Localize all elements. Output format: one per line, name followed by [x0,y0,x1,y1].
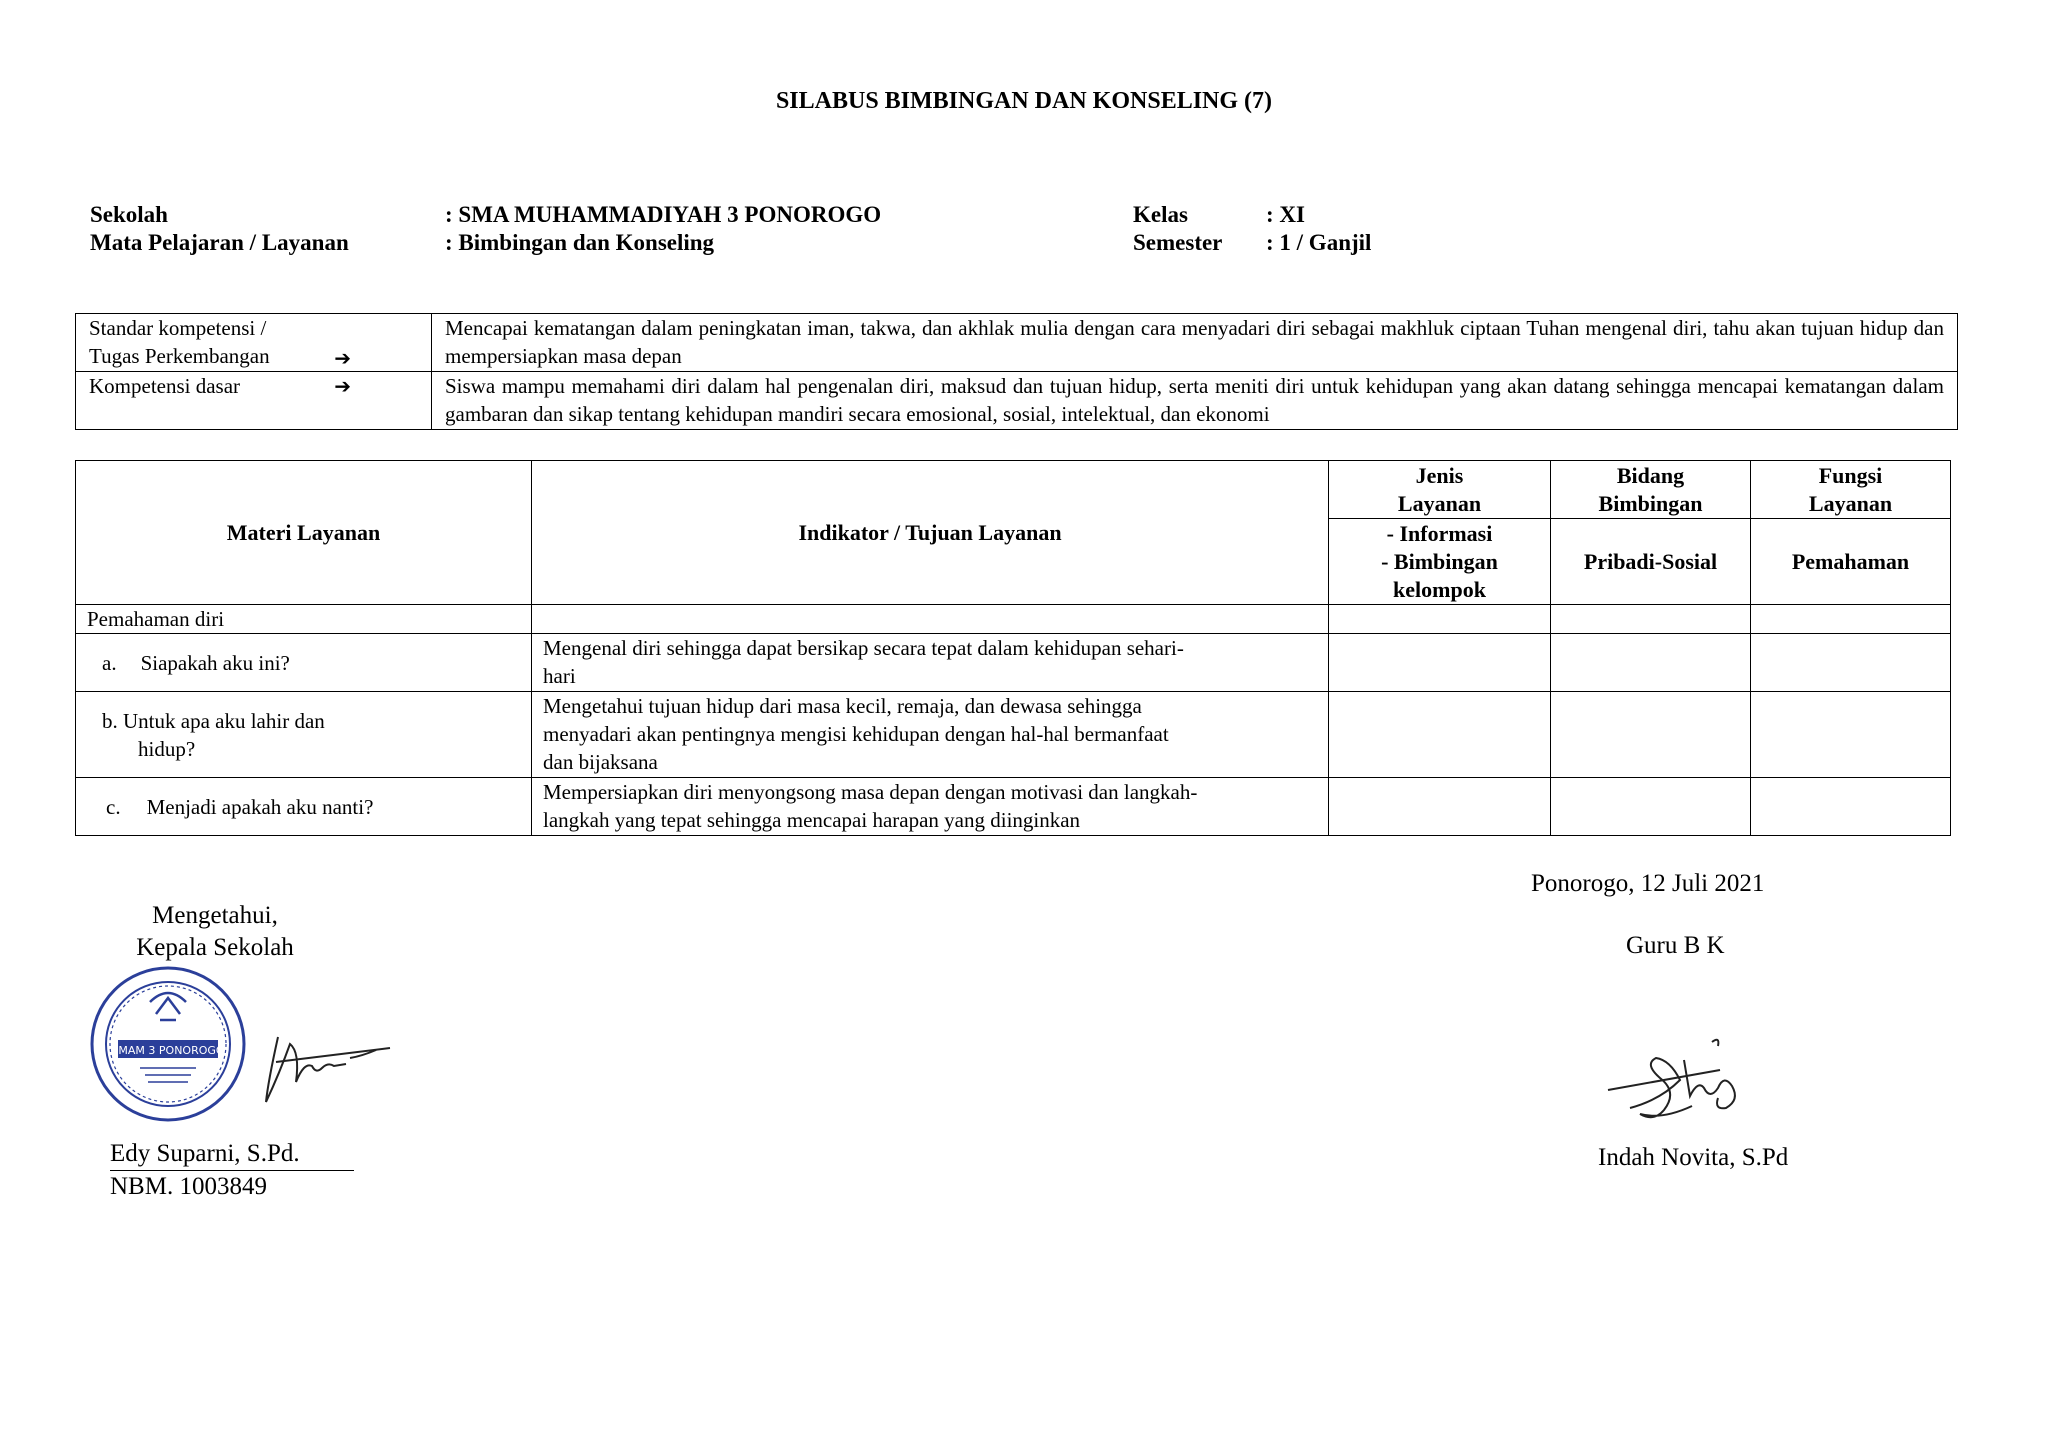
materi-cell [76,634,532,692]
sk-label-line-2: Tugas Perkembangan [89,344,270,368]
left-signer-nbm: NBM. 1003849 [110,1173,267,1200]
table-row [76,634,1951,692]
indikator-cell [532,692,1329,778]
kd-text: Siswa mampu memahami diri dalam hal pengenalan diri, maksud dan tujuan hidup, serta meniti diri untuk kehidupan yang akan datang sehingga mencapai kematangan dalam gambaran dan sikap tentang kehidupan mandiri secara emosional, sosial, intelektual, dan ekonomi [432,372,1958,430]
semester-value: : 1 / Ganjil [1266,230,1372,255]
col-materi-header: Materi Layanan [76,461,532,605]
table-header-row [76,461,1951,519]
col-fungsi-line-2: Layanan [1808,490,1893,516]
arrow-right-icon: ➔ [334,374,351,398]
row-marker: a. [102,650,117,675]
indikator-line: Mengenal diri sehingga dapat bersikap secara tepat dalam kehidupan sehari- [543,636,1184,660]
left-signature-heading [60,900,370,964]
col-jenis-line-2: Layanan [1397,490,1482,516]
indikator-cell [532,634,1329,692]
document-title: SILABUS BIMBINGAN DAN KONSELING (7) [775,88,1273,114]
arrow-right-icon: ➔ [334,346,351,370]
table-row-section [76,605,1951,634]
col-bidang-line-2: Bimbingan [1598,490,1703,516]
col-fungsi-line-1: Fungsi [1818,462,1883,488]
materi-text: Untuk apa aku lahir dan [123,708,325,733]
indikator-line: Mempersiapkan diri menyongsong masa depan dengan motivasi dan langkah- [543,780,1198,804]
stamp-text: SMAM 3 PONOROGO [111,1044,225,1057]
left-signer-name: Edy Suparni, S.Pd. [110,1138,354,1171]
sk-label-line-1: Standar kompetensi / [89,316,267,340]
kelas-value: : XI [1266,202,1305,227]
jenis-line-3: kelompok [1393,576,1486,602]
school-stamp-icon [90,962,400,1132]
jenis-line-2: - Bimbingan [1381,548,1498,574]
col-fungsi-header [1751,461,1951,519]
teacher-signature-icon [1600,1030,1770,1140]
indikator-line: menyadari akan pentingnya mengisi kehidupan dengan hal-hal bermanfaat [543,722,1169,746]
materi-cell [76,692,532,778]
competency-row-kd [76,372,1958,430]
semester-label: Semester [1133,230,1223,255]
kd-label: Kompetensi dasar [89,374,241,398]
indikator-cell [532,778,1329,836]
indikator-line: Mengetahui tujuan hidup dari masa kecil, remaja, dan dewasa sehingga [543,694,1142,718]
kepala-sekolah-label: Kepala Sekolah [136,934,294,961]
section-label: Pemahaman diri [76,605,532,634]
row-marker: b. [102,708,118,733]
mengetahui-label: Mengetahui, [152,902,278,929]
col-jenis-line-1: Jenis [1415,462,1464,488]
bidang-value: Pribadi-Sosial [1551,519,1751,605]
sk-text: Mencapai kematangan dalam peningkatan iman, takwa, dan akhlak mulia dengan cara menyadari diri sebagai makhluk ciptaan Tuhan mengenal diri, tahu akan tujuan hidup dan mempersiapkan masa depan [432,314,1958,372]
indikator-line: hari [543,664,576,688]
mapel-label: Mata Pelajaran / Layanan [90,230,349,255]
left-signer-block [110,1138,354,1203]
table-row [76,778,1951,836]
jenis-line-1: - Informasi [1386,520,1493,546]
right-signer-name: Indah Novita, S.Pd [1598,1144,1789,1171]
fungsi-value: Pemahaman [1751,519,1951,605]
indikator-line: langkah yang tepat sehingga mencapai harapan yang diinginkan [543,808,1081,832]
row-marker: c. [106,794,121,819]
competency-row-sk [76,314,1958,372]
guru-bk-label: Guru B K [1626,932,1725,959]
col-jenis-header [1329,461,1551,519]
materi-text: hidup? [138,736,196,761]
mapel-value: : Bimbingan dan Konseling [445,230,715,255]
sekolah-label: Sekolah [90,202,168,227]
sk-label-cell [76,314,432,372]
col-indikator-header: Indikator / Tujuan Layanan [532,461,1329,605]
jenis-value [1329,519,1551,605]
kd-label-cell [76,372,432,430]
place-date: Ponorogo, 12 Juli 2021 [1531,870,1765,897]
materi-cell [76,778,532,836]
indikator-line: dan bijaksana [543,750,658,774]
materi-text: Menjadi apakah aku nanti? [146,794,374,819]
materi-table [75,460,1951,836]
col-bidang-line-1: Bidang [1616,462,1685,488]
kelas-label: Kelas [1133,202,1188,227]
materi-text: Siapakah aku ini? [140,650,290,675]
col-bidang-header [1551,461,1751,519]
competency-table [75,313,1958,430]
sekolah-value: : SMA MUHAMMADIYAH 3 PONOROGO [445,202,882,227]
table-row [76,692,1951,778]
